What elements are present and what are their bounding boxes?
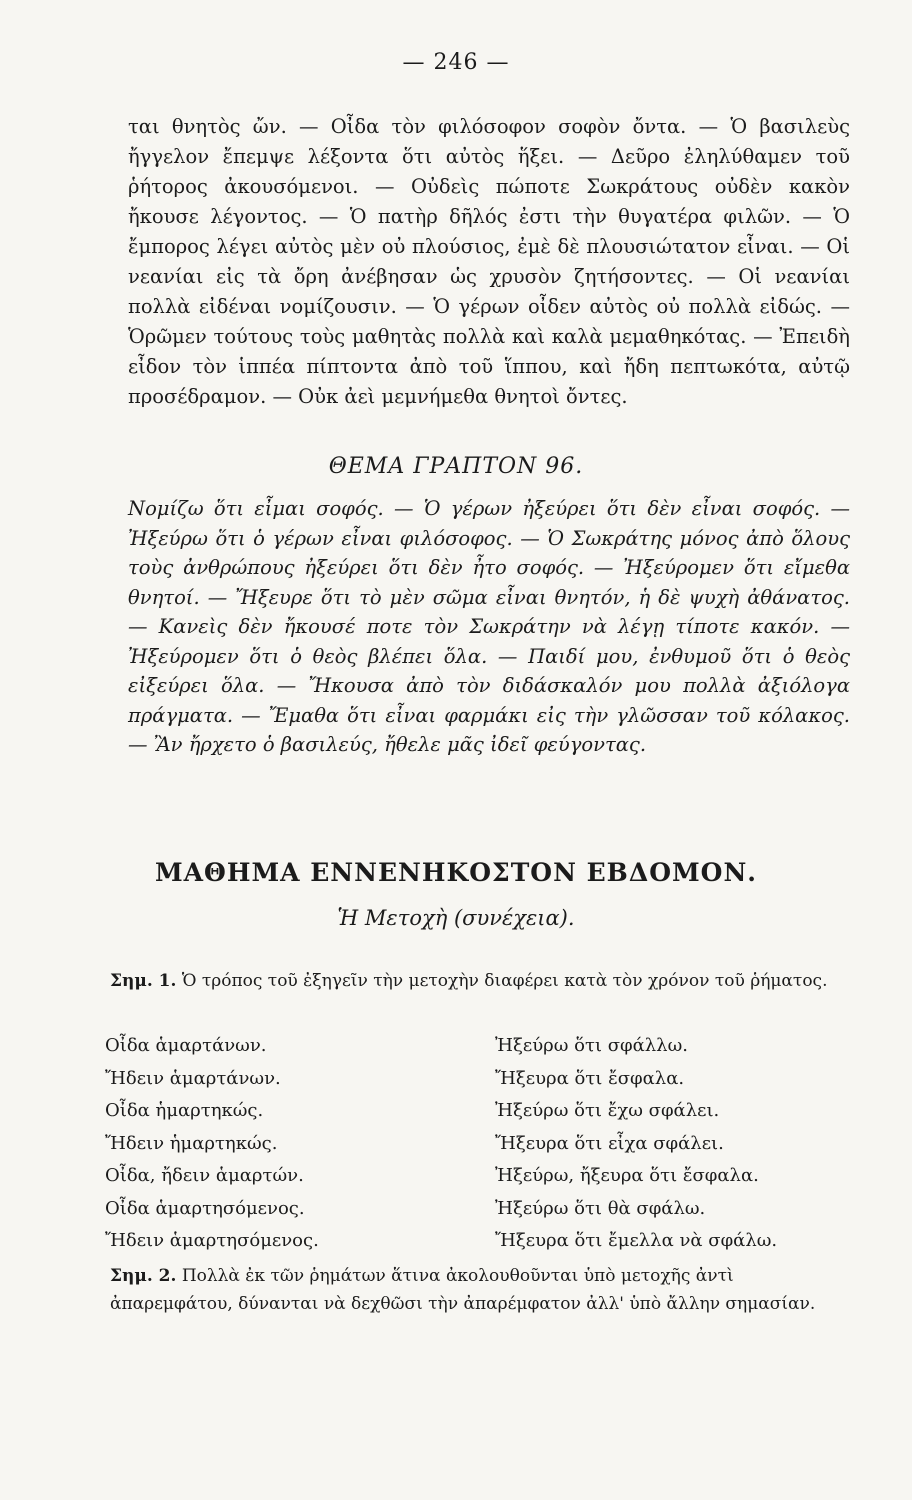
example-left: Ἤδειν ἡμαρτηκώς. bbox=[105, 1132, 278, 1154]
example-right: Ἤξευρα ὅτι ἔσφαλα. bbox=[495, 1067, 685, 1089]
exercise-paragraph-modern: Νομίζω ὅτι εἶμαι σοφός. — Ὁ γέρων ἠξεύρει ὅτι δὲν εἶναι σοφός. — Ἠξεύρω ὅτι ὁ γέρων εἶναι φιλόσοφος. — Ὁ Σωκράτης μόνος ἀπὸ ὅλους τοὺς ἀνθρώπους ἠξεύρει ὅτι δὲν ἦτο σοφός. — Ἠξεύρομεν ὅτι εἴμεθα θνητοί. — Ἤξευρε ὅτι τὸ μὲν σῶμα εἶναι θνητόν, ἡ δὲ ψυχὴ ἀθάνατος. — Κανεὶς δὲν ἤκουσέ ποτε τὸν Σωκράτην νὰ λέγῃ τίποτε κακόν. — Ἠξεύρομεν ὅτι ὁ θεὸς βλέπει ὅλα. — Παιδί μου, ἐνθυμοῦ ὅτι ὁ θεὸς εἰξεύρει ὅλα. — Ἤκουσα ἀπὸ τὸν διδάσκαλόν μου πολλὰ ἀξιόλογα πράγματα. — Ἔμαθα ὅτι εἶναι φαρμάκι εἰς τὴν γλῶσσαν τοῦ κόλακος. — Ἂν ἤρχετο ὁ βασιλεύς, ἤθελε μᾶς ἰδεῖ φεύγοντας. bbox=[128, 497, 850, 756]
page-number: — 246 — bbox=[402, 50, 510, 75]
example-right: Ἤξευρα ὅτι εἶχα σφάλει. bbox=[495, 1132, 724, 1154]
example-left: Ἤδειν ἁμαρτησόμενος. bbox=[105, 1230, 319, 1251]
example-left: Οἶδα ἁμαρτησόμενος. bbox=[105, 1197, 305, 1219]
example-left: Ἤδειν ἁμαρτάνων. bbox=[105, 1067, 281, 1089]
note-1-label: Σημ. 1. bbox=[110, 971, 177, 991]
example-right: Ἠξεύρω ὅτι σφάλλω. bbox=[495, 1035, 688, 1056]
note-2-label: Σημ. 2. bbox=[110, 1266, 177, 1286]
note-2 bbox=[110, 1262, 855, 1318]
lesson-heading: ΜΑΘΗΜΑ ΕΝΝΕΝΗΚΟΣΤΟΝ ΕΒΔΟΜΟΝ. bbox=[154, 858, 757, 887]
example-left: Οἶδα ἁμαρτάνων. bbox=[105, 1035, 267, 1056]
examples-right-column bbox=[495, 1030, 825, 1258]
example-left: Οἶδα, ἤδειν ἁμαρτών. bbox=[105, 1165, 304, 1186]
lesson-subheading: Ἡ Μετοχὴ (συνέχεια). bbox=[337, 906, 575, 930]
example-right: Ἠξεύρω ὅτι ἔχω σφάλει. bbox=[495, 1100, 720, 1121]
exercise-paragraph-greek: ται θνητὸς ὤν. — Οἶδα τὸν φιλόσοφον σοφὸν ὄντα. — Ὁ βασιλεὺς ἤγγελον ἔπεμψε λέξοντα ὅτι αὐτὸς ἥξει. — Δεῦρο ἐληλύθαμεν τοῦ ῥήτορος ἀκουσόμενοι. — Οὐδεὶς πώποτε Σωκράτους οὐδὲν κακὸν ἤκουσε λέγοντος. — Ὁ πατὴρ δῆλός ἐστι τὴν θυγατέρα φιλῶν. — Ὁ ἔμπορος λέγει αὐτὸς μὲν οὐ πλούσιος, ἐμὲ δὲ πλουσιώτατον εἶναι. — Οἱ νεανίαι εἰς τὰ ὄρη ἀνέβησαν ὡς χρυσὸν ζητήσοντες. — Οἱ νεανίαι πολλὰ εἰδέναι νομίζουσιν. — Ὁ γέρων οἶδεν αὐτὸς οὐ πολλὰ εἰδώς. — Ὁρῶμεν τούτους τοὺς μαθητὰς πολλὰ καὶ καλὰ μεμαθηκότας. — Ἐπειδὴ εἶδον τὸν ἱππέα πίπτοντα ἀπὸ τοῦ ἵππου, καὶ ἤδη πεπτωκότα, αὐτῷ προσέδραμον. — Οὐκ ἀεὶ μεμνήμεθα θνητοὶ ὄντες. bbox=[128, 115, 850, 408]
example-right: Ἠξεύρω, ἤξευρα ὅτι ἔσφαλα. bbox=[495, 1165, 759, 1186]
note-1 bbox=[110, 968, 855, 994]
note-2-text: Πολλὰ ἐκ τῶν ῥημάτων ἅτινα ἀκολουθοῦνται ὑπὸ μετοχῆς ἀντὶ ἀπαρεμφάτου, δύνανται νὰ δεχθῶσι τὴν ἀπαρέμφατον ἀλλ' ὑπὸ ἄλλην σημασίαν. bbox=[110, 1266, 816, 1314]
exercise-title: ΘΕΜΑ ΓΡΑΠΤΟΝ 96. bbox=[328, 454, 584, 479]
examples-left-column bbox=[105, 1030, 445, 1258]
example-left: Οἶδα ἡμαρτηκώς. bbox=[105, 1100, 264, 1121]
example-right: Ἤξευρα ὅτι ἔμελλα νὰ σφάλω. bbox=[495, 1230, 778, 1251]
examples-table bbox=[105, 1030, 825, 1258]
note-1-text: Ὁ τρόπος τοῦ ἐξηγεῖν τὴν μετοχὴν διαφέρει κατὰ τὸν χρόνον τοῦ ῥήματος. bbox=[181, 971, 828, 991]
example-right: Ἠξεύρω ὅτι θὰ σφάλω. bbox=[495, 1197, 706, 1219]
